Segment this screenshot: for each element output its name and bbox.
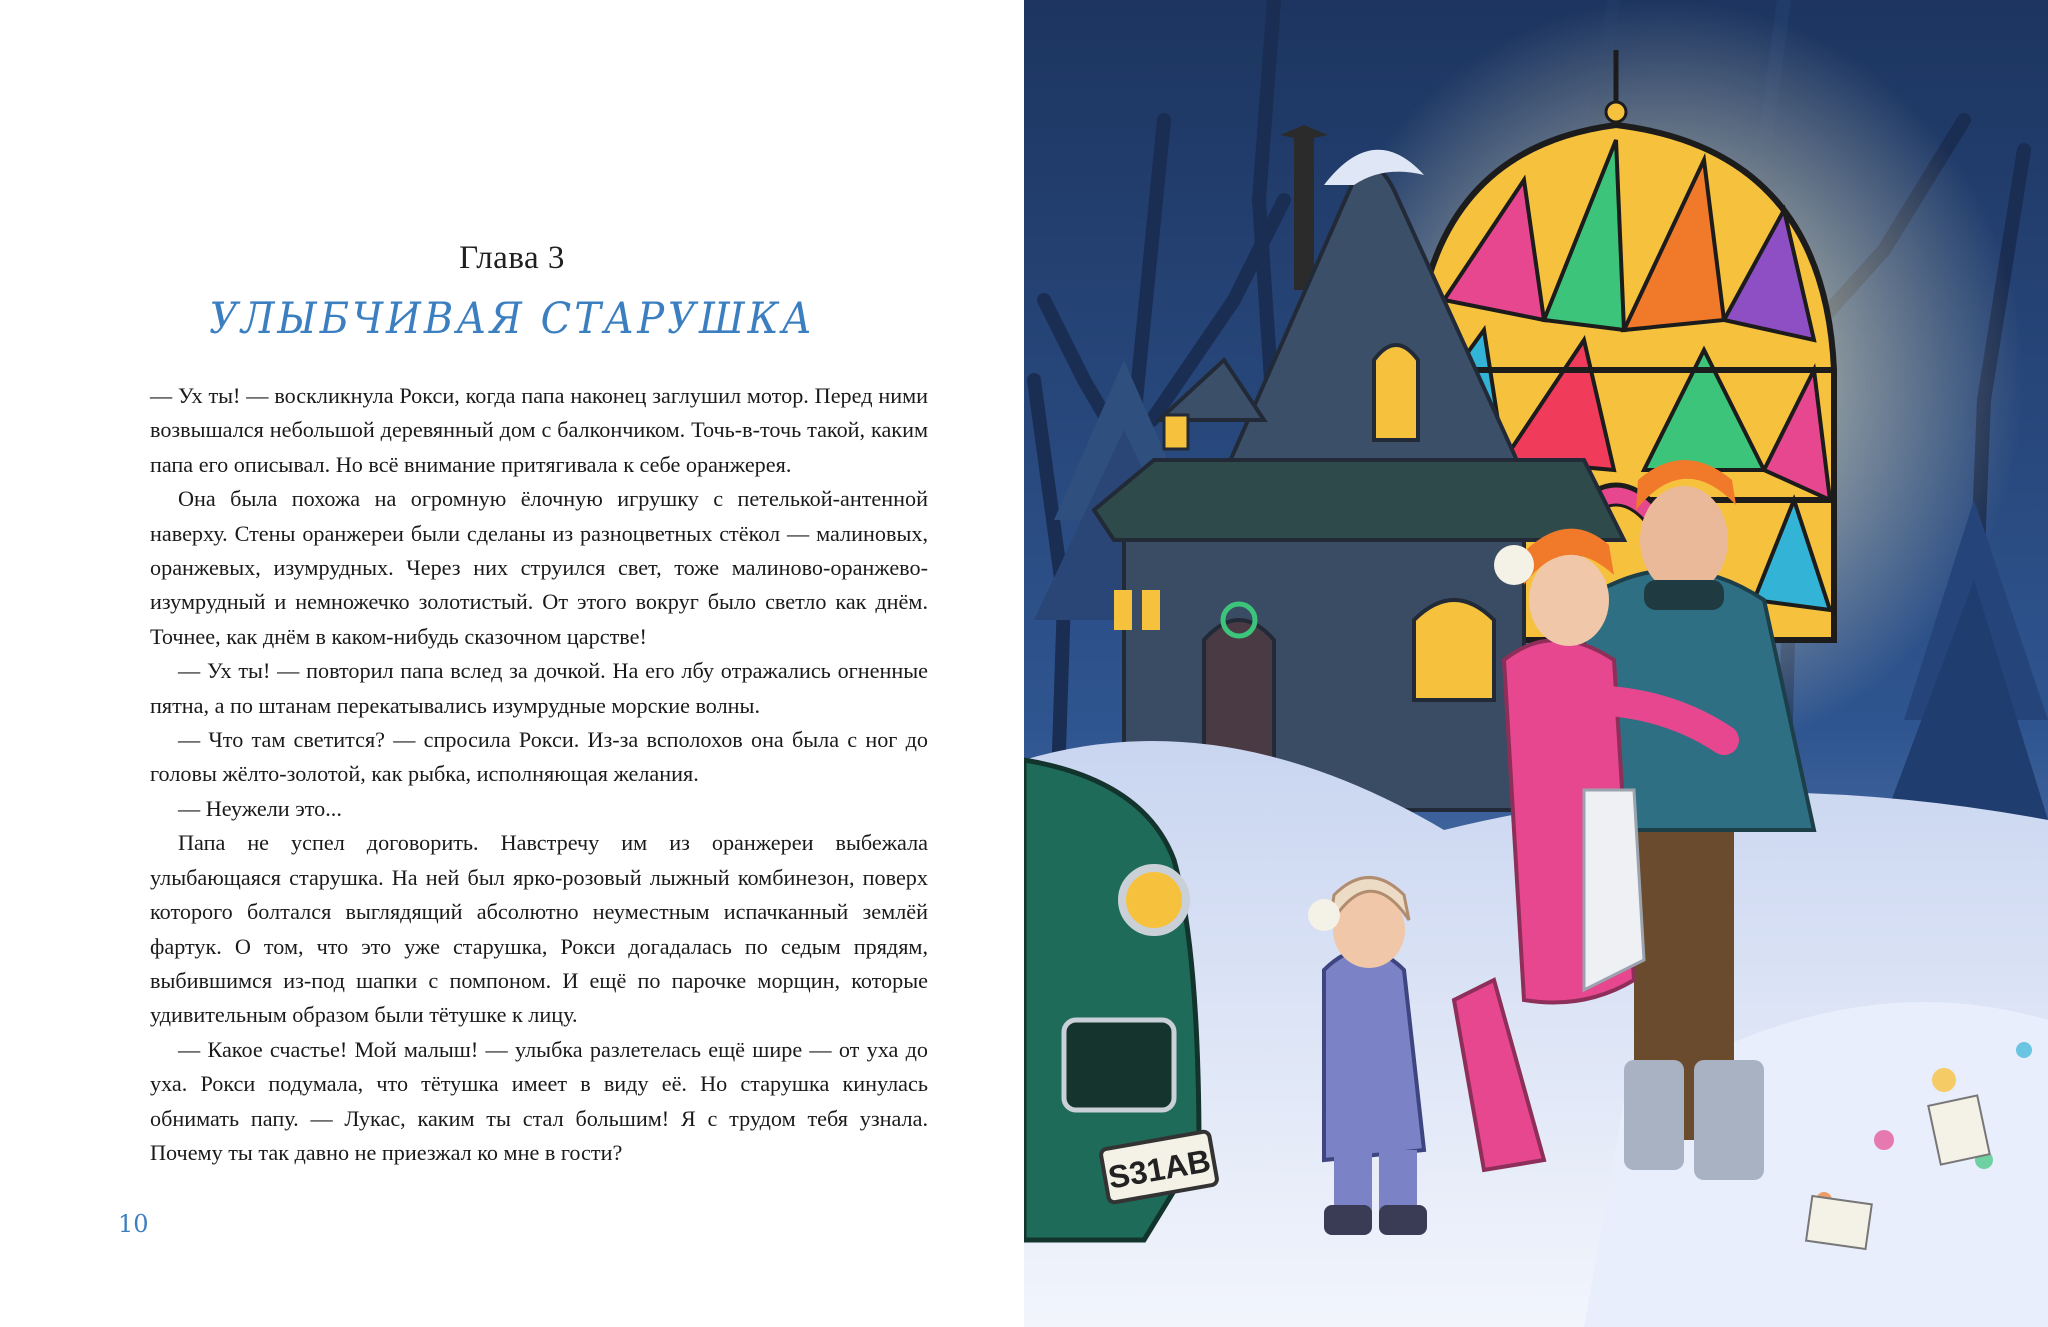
paragraph: — Что там светится? — спросила Рокси. Из-за всполохов она была с ног до головы жёлто-золотой, как рыбка, исполняющая желания. [150, 727, 928, 787]
chapter-title: УЛЫБЧИВАЯ СТАРУШКА [209, 294, 815, 344]
paragraph: Папа не успел договорить. Навстречу им из оранжереи выбежала улыбающаяся старушка. На ней был ярко-розовый лыжный комбинезон, поверх которого болтался выглядящий абсолютно неуместным испачканный землёй фартук. О том, что это уже старушка, Рокси догадалась по седым прядям, выбившимся из-под шапки с помпоном. И ещё по парочке морщин, которые удивительным образом были тётушке к лицу. [150, 830, 928, 1028]
car-headlight [1122, 868, 1186, 932]
paragraph: — Какое счастье! Мой малыш! — улыбка разлетелась ещё шире — от уха до уха. Рокси подумала, что тётушка имеет в виду её. Но старушка кинулась обнимать папу. — Лукас, каким ты стал большим! Я с трудом тебя узнала. Почему ты так давно не приезжал ко мне в гости? [150, 1036, 928, 1165]
page-number: 10 [118, 1210, 149, 1238]
chapter-number: Глава 3 [459, 240, 565, 276]
paragraph: Она была похожа на огромную ёлочную игрушку с петелькой-антенной наверху. Стены оранжереи были сделаны из разноцветных стёкол — малиновых, оранжевых, изумрудных. Через них струился свет, тоже малиново-оранжево-изумрудный и немножечко золотистый. От этого вокруг было светло как днём. Точнее, как днём в каком-нибудь сказочном царстве! [150, 486, 928, 649]
winter-night-illustration [1024, 0, 2048, 1327]
body-text [150, 379, 928, 1170]
paragraph: — Неужели это... [178, 795, 342, 821]
paragraph: — Ух ты! — воскликнула Рокси, когда папа наконец заглушил мотор. Перед ними возвышался небольшой деревянный дом с балкончиком. Точь-в-точь такой, каким папа его описывал. Но всё внимание притягивала к себе оранжерея. [150, 383, 928, 477]
paper-sheet [1806, 1196, 1872, 1249]
illustration-page [1024, 0, 2048, 1327]
license-plate: S31AB [1105, 1142, 1214, 1196]
paragraph: — Ух ты! — повторил папа вслед за дочкой. На его лбу отражались огненные пятна, а по штанам перекатывались изумрудные морские волны. [150, 658, 928, 718]
